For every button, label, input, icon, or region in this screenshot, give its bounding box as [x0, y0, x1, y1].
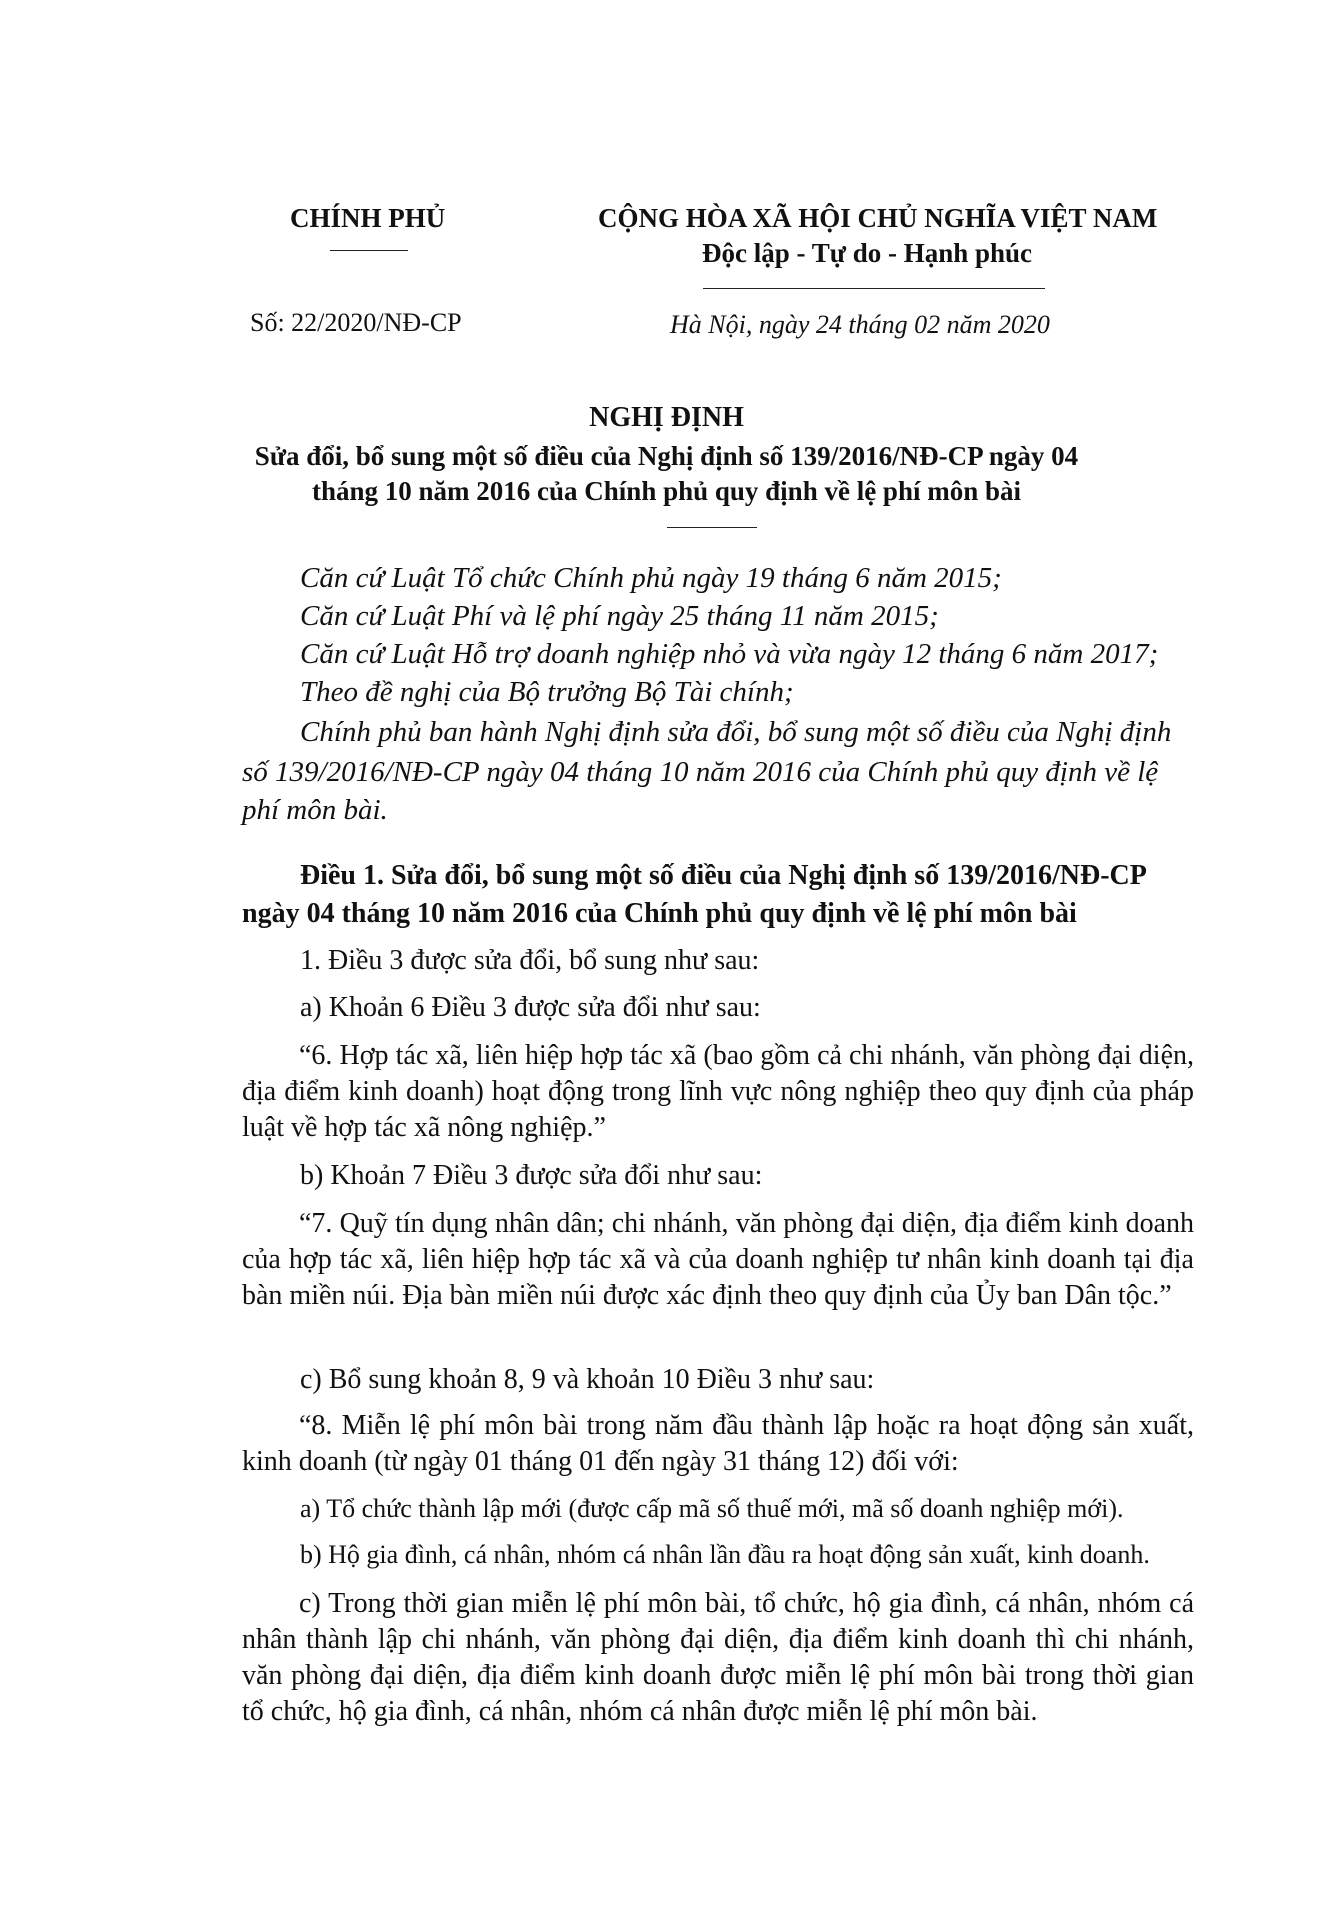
- basis-line: Căn cứ Luật Phí và lệ phí ngày 25 tháng 11 năm 2015;: [300, 600, 939, 632]
- document-number: Số: 22/2020/NĐ-CP: [250, 308, 462, 337]
- article-heading-line1: Điều 1. Sửa đổi, bổ sung một số điều của Nghị định số 139/2016/NĐ-CP: [300, 860, 1147, 891]
- national-motto: Độc lập - Tự do - Hạnh phúc: [702, 238, 1033, 268]
- basis-line: Căn cứ Luật Tổ chức Chính phủ ngày 19 tháng 6 năm 2015;: [300, 562, 1002, 594]
- issuing-agency: CHÍNH PHỦ: [290, 203, 446, 233]
- document-subtitle-line1: Sửa đổi, bổ sung một số điều của Nghị định số 139/2016/NĐ-CP ngày 04: [254, 441, 1079, 471]
- basis-line: Chính phủ ban hành Nghị định sửa đổi, bổ sung một số điều của Nghị định: [300, 716, 1172, 748]
- clause-8-point-b: b) Hộ gia đình, cá nhân, nhóm cá nhân lần đầu ra hoạt động sản xuất, kinh doanh.: [300, 1540, 1150, 1569]
- basis-line: số 139/2016/NĐ-CP ngày 04 tháng 10 năm 2016 của Chính phủ quy định về lệ: [242, 756, 1159, 788]
- document-type-title: NGHỊ ĐỊNH: [589, 402, 744, 433]
- agency-underline: [330, 250, 408, 251]
- quoted-clause-6: “6. Hợp tác xã, liên hiệp hợp tác xã (bao gồm cả chi nhánh, văn phòng đại diện, địa điểm kinh doanh) hoạt động trong lĩnh vực nông nghiệp theo quy định của pháp luật về hợp tác xã nông nghiệp.”: [242, 1040, 1194, 1143]
- motto-underline: [703, 288, 1045, 289]
- national-title: CỘNG HÒA XÃ HỘI CHỦ NGHĨA VIỆT NAM: [598, 203, 1158, 233]
- clause-1: 1. Điều 3 được sửa đổi, bổ sung như sau:: [300, 945, 760, 976]
- basis-line: phí môn bài.: [242, 794, 388, 826]
- clause-8-point-a: a) Tổ chức thành lập mới (được cấp mã số thuế mới, mã số doanh nghiệp mới).: [300, 1494, 1124, 1523]
- point-b: b) Khoản 7 Điều 3 được sửa đổi như sau:: [300, 1160, 763, 1191]
- place-and-date: Hà Nội, ngày 24 tháng 02 năm 2020: [670, 310, 1050, 339]
- article-heading-line2: ngày 04 tháng 10 năm 2016 của Chính phủ quy định về lệ phí môn bài: [242, 898, 1077, 929]
- quoted-clause-7: “7. Quỹ tín dụng nhân dân; chi nhánh, văn phòng đại diện, địa điểm kinh doanh của hợp tác xã, liên hiệp hợp tác xã và của doanh nghiệp tư nhân kinh doanh tại địa bàn miền núi. Địa bàn miền núi được xác định theo quy định của Ủy ban Dân tộc.”: [242, 1208, 1194, 1311]
- point-a: a) Khoản 6 Điều 3 được sửa đổi như sau:: [300, 992, 761, 1023]
- basis-line: Theo đề nghị của Bộ trưởng Bộ Tài chính;: [300, 676, 794, 708]
- point-c: c) Bổ sung khoản 8, 9 và khoản 10 Điều 3 như sau:: [300, 1364, 875, 1395]
- quoted-clause-8: “8. Miễn lệ phí môn bài trong năm đầu thành lập hoặc ra hoạt động sản xuất, kinh doanh (từ ngày 01 tháng 01 đến ngày 31 tháng 12) đối với:: [242, 1410, 1194, 1477]
- title-underline: [667, 527, 757, 528]
- clause-8-point-c: c) Trong thời gian miễn lệ phí môn bài, tổ chức, hộ gia đình, cá nhân, nhóm cá nhân thành lập chi nhánh, văn phòng đại diện, địa điểm kinh doanh thì chi nhánh, văn phòng đại diện, địa điểm kinh doanh được miễn lệ phí môn bài trong thời gian tổ chức, hộ gia đình, cá nhân, nhóm cá nhân được miễn lệ phí môn bài.: [242, 1588, 1194, 1727]
- document-subtitle-line2: tháng 10 năm 2016 của Chính phủ quy định về lệ phí môn bài: [312, 476, 1021, 506]
- basis-line: Căn cứ Luật Hỗ trợ doanh nghiệp nhỏ và vừa ngày 12 tháng 6 năm 2017;: [300, 638, 1159, 670]
